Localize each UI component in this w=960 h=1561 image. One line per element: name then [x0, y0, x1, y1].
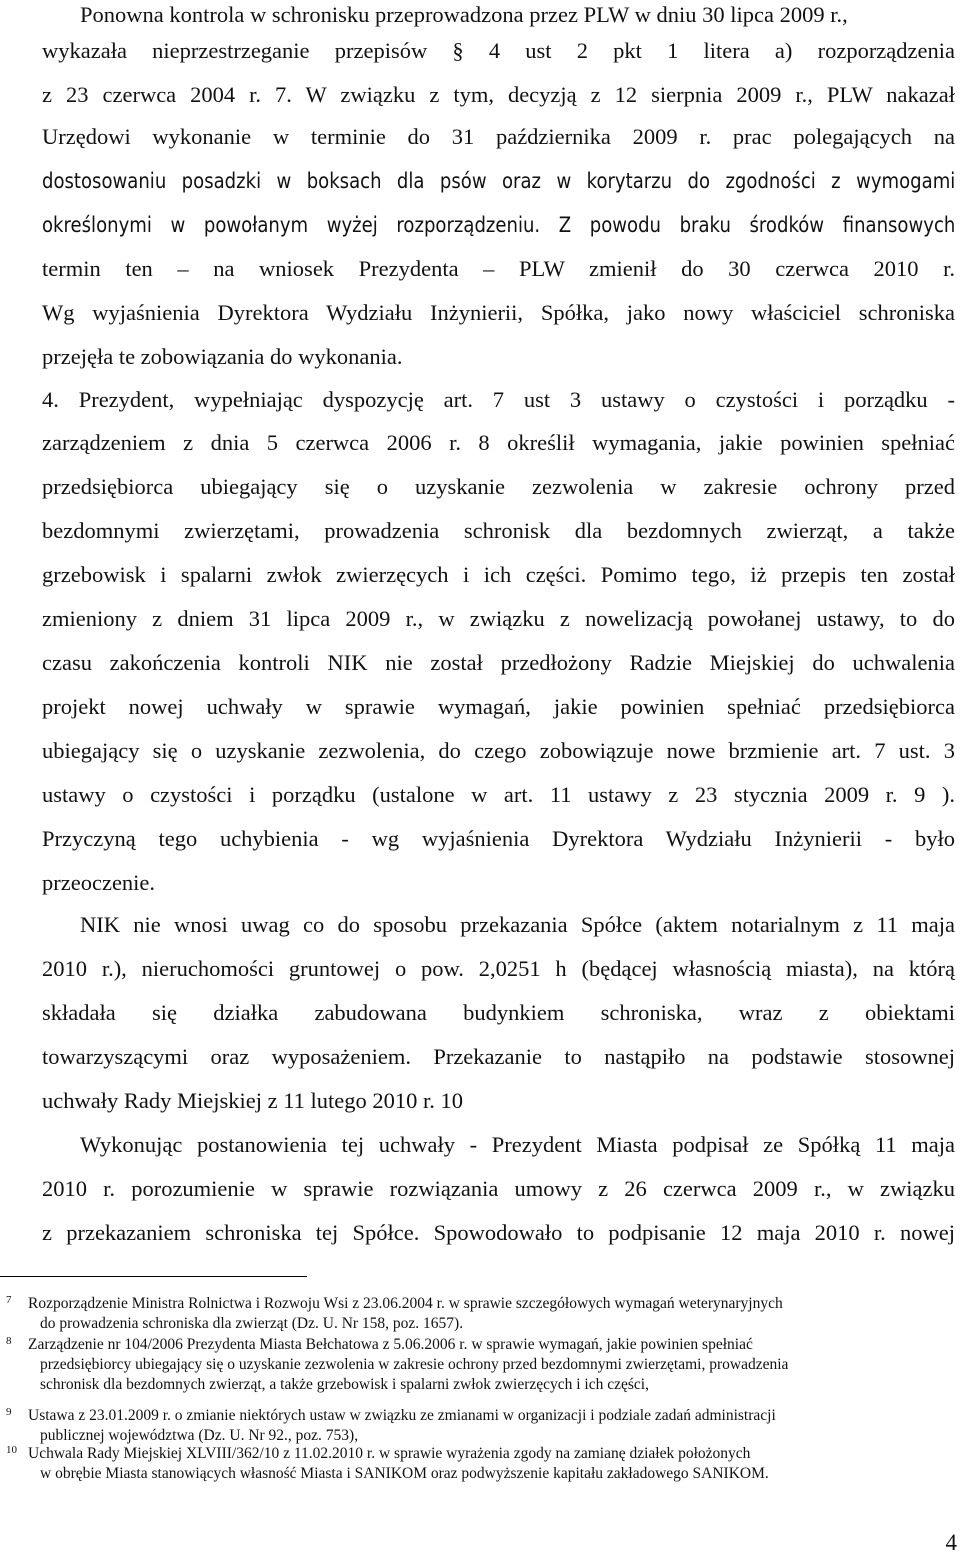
text-line: grzebowisk i spalarni zwłok zwierzęcych i ich części. Pomimo tego, iż przepis ten został: [42, 562, 955, 587]
text-line: 2010 r. porozumienie w sprawie rozwiązania umowy z 26 czerwca 2009 r., w związku: [42, 1176, 955, 1201]
text-line: czasu zakończenia kontroli NIK nie został przedłożony Radzie Miejskiej do uchwalenia: [42, 650, 955, 675]
footnote-number: 10: [6, 1444, 17, 1456]
text-line: z 23 czerwca 2004 r. 7. W związku z tym, decyzją z 12 sierpnia 2009 r., PLW nakazał: [42, 82, 955, 107]
text-line: ubiegający się o uzyskanie zezwolenia, do czego zobowiązuje nowe brzmienie art. 7 ust. 3: [42, 738, 955, 763]
text-line: składała się działka zabudowana budynkiem schroniska, wraz z obiektami: [42, 1000, 955, 1025]
text-line: NIK nie wnosi uwag co do sposobu przekazania Spółce (aktem notarialnym z 11 maja: [80, 912, 955, 937]
text-line: przejęła te zobowiązania do wykonania.: [42, 344, 403, 369]
text-line: Wykonując postanowienia tej uchwały - Prezydent Miasta podpisał ze Spółką 11 maja: [80, 1132, 955, 1157]
text-line: wykazała nieprzestrzeganie przepisów § 4 ust 2 pkt 1 litera a) rozporządzenia: [42, 38, 955, 63]
text-line: zmieniony z dniem 31 lipca 2009 r., w związku z nowelizacją powołanej ustawy, to do: [42, 606, 955, 631]
footnote-text: Uchwala Rady Miejskiej XLVIII/362/10 z 11.02.2010 r. w sprawie wyrażenia zgody na zamianę działek położonych: [28, 1445, 751, 1462]
text-line: przedsiębiorca ubiegający się o uzyskanie zezwolenia w zakresie ochrony przed: [42, 474, 955, 499]
text-line: dostosowaniu posadzki w boksach dla psów oraz w korytarzu do zgodności z wymogami: [42, 169, 956, 193]
footnote-text: w obrębie Miasta stanowiących własność Miasta i SANIKOM oraz podwyższenie kapitału zakładowego SANIKOM.: [40, 1465, 769, 1482]
text-line: towarzyszącymi oraz wyposażeniem. Przekazanie to nastąpiło na podstawie stosownej: [42, 1044, 955, 1069]
footnote-text: Ustawa z 23.01.2009 r. o zmianie niektórych ustaw w związku ze zmianami w organizacji i podziale zadań administracji: [28, 1407, 776, 1424]
text-line: projekt nowej uchwały w sprawie wymagań, jakie powinien spełniać przedsiębiorca: [42, 694, 955, 719]
text-line: Ponowna kontrola w schronisku przeprowadzona przez PLW w dniu 30 lipca 2009 r.,: [80, 2, 848, 27]
text-line: określonymi w powołanym wyżej rozporządzeniu. Z powodu braku środków finansowych: [42, 213, 956, 237]
footnote-text: publicznej województwa (Dz. U. Nr 92., poz. 753),: [40, 1427, 359, 1444]
page-number: 4: [945, 1530, 957, 1555]
footnote-text: schronisk dla bezdomnych zwierząt, a także grzebowisk i spalarni zwłok zwierzęcych i ich części,: [40, 1376, 649, 1393]
text-line: Urzędowi wykonanie w terminie do 31 października 2009 r. prac polegających na: [42, 124, 955, 149]
text-line: 2010 r.), nieruchomości gruntowej o pow. 2,0251 h (będącej własnością miasta), na którą: [42, 956, 955, 981]
footnote-text: Rozporządzenie Ministra Rolnictwa i Rozwoju Wsi z 23.06.2004 r. w sprawie szczegółowych wymagań weterynaryjnych: [28, 1295, 783, 1312]
text-line: zarządzeniem z dnia 5 czerwca 2006 r. 8 określił wymagania, jakie powinien spełniać: [42, 430, 955, 455]
footnote-text: Zarządzenie nr 104/2006 Prezydenta Miasta Bełchatowa z 5.06.2006 r. w sprawie wymagań, jakie powinien spełniać: [28, 1336, 753, 1353]
text-line: Wg wyjaśnienia Dyrektora Wydziału Inżynierii, Spółka, jako nowy właściciel schroniska: [42, 300, 955, 325]
footnote-text: przedsiębiorcy ubiegający się o uzyskanie zezwolenia w zakresie ochrony przed bezdomnymi zwierzętami, prowadzenia: [40, 1356, 789, 1373]
text-line: Przyczyną tego uchybienia - wg wyjaśnienia Dyrektora Wydziału Inżynierii - było: [42, 826, 955, 851]
text-line: przeoczenie.: [42, 870, 156, 895]
text-line: uchwały Rady Miejskiej z 11 lutego 2010 r. 10: [42, 1088, 463, 1113]
footnote-number: 8: [6, 1335, 12, 1347]
text-line: bezdomnymi zwierzętami, prowadzenia schronisk dla bezdomnych zwierząt, a także: [42, 518, 955, 543]
text-line: termin ten – na wniosek Prezydenta – PLW zmienił do 30 czerwca 2010 r.: [42, 256, 955, 281]
footnote-number: 9: [6, 1406, 12, 1418]
text-line: z przekazaniem schroniska tej Spółce. Spowodowało to podpisanie 12 maja 2010 r. nowej: [42, 1220, 955, 1245]
text-line: ustawy o czystości i porządku (ustalone w art. 11 ustawy z 23 stycznia 2009 r. 9 ).: [42, 782, 955, 807]
footnote-separator: [0, 1276, 307, 1277]
text-line: 4. Prezydent, wypełniając dyspozycję art. 7 ust 3 ustawy o czystości i porządku -: [42, 387, 955, 412]
footnote-number: 7: [6, 1294, 12, 1306]
footnote-text: do prowadzenia schroniska dla zwierząt (Dz. U. Nr 158, poz. 1657).: [40, 1315, 464, 1332]
